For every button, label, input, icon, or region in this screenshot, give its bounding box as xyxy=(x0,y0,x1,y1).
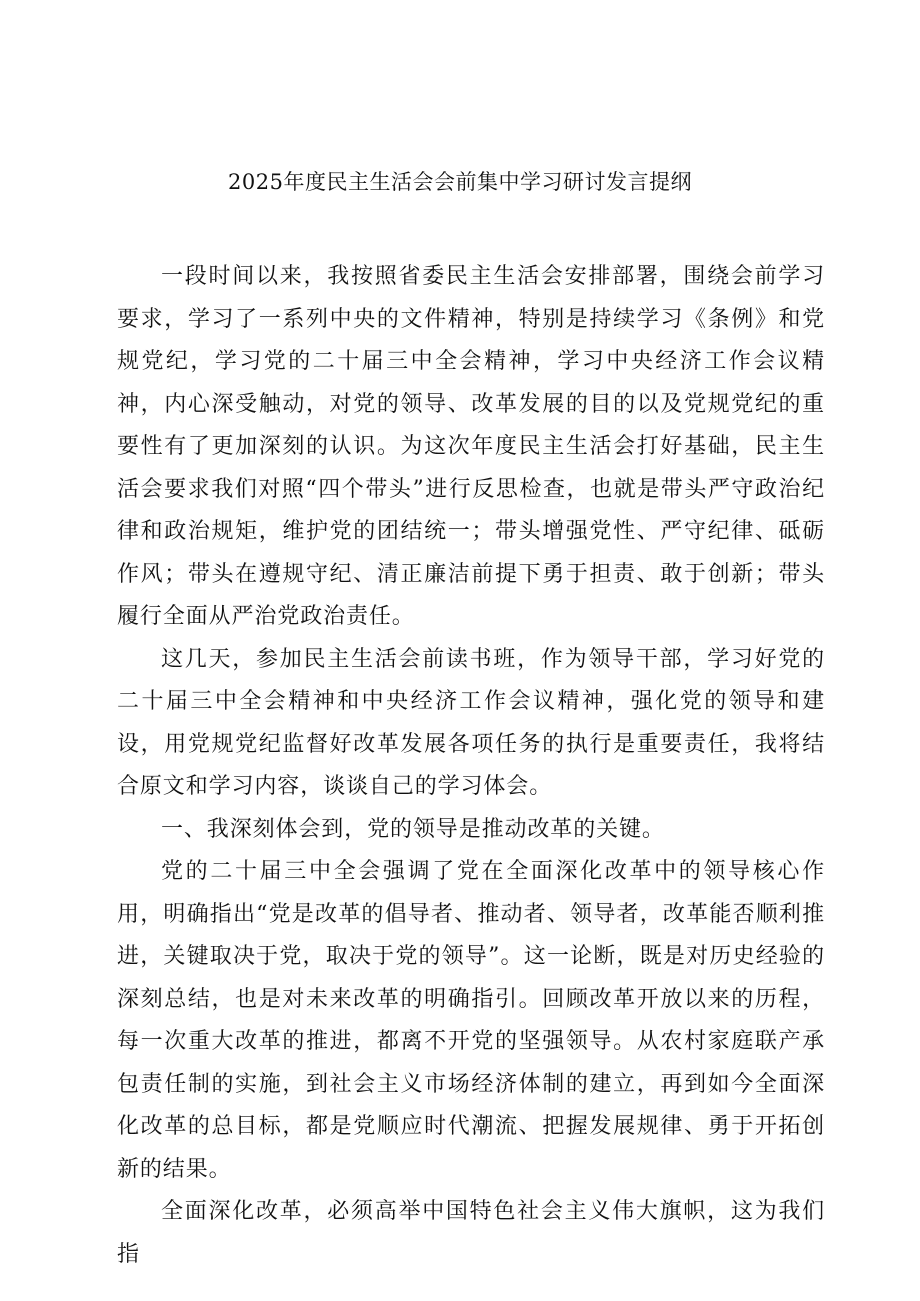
paragraph-intro: 一段时间以来，我按照省委民主生活会安排部署，围绕会前学习要求，学习了一系列中央的文件精神，特别是持续学习《条例》和党规党纪，学习党的二十届三中全会精神，学习中央经济工作会议精神，内心深受触动，对党的领导、改革发展的目的以及党规党纪的重要性有了更加深刻的认识。为这次年度民主生活会打好基础，民主生活会要求我们对照“四个带头”进行反思检查，也就是带头严守政治纪律和政治规矩，维护党的团结统一；带头增强党性、严守纪律、砥砺作风；带头在遵规守纪、清正廉洁前提下勇于担责、敢于创新；带头履行全面从严治党政治责任。 xyxy=(117,264,825,629)
paragraph-reading-class: 这几天，参加民主生活会前读书班，作为领导干部，学习好党的二十届三中全会精神和中央经济工作会议精神，强化党的领导和建设，用党规党纪监督好改革发展各项任务的执行是重要责任，我将结合原文和学习内容，谈谈自己的学习体会。 xyxy=(117,646,825,799)
document-title: 2025年度民主生活会会前集中学习研讨发言提纲 xyxy=(228,170,692,194)
paragraph-deepen-reform: 全面深化改革，必须高举中国特色社会主义伟大旗帜，这为我们指 xyxy=(117,1199,825,1267)
document-body xyxy=(117,256,825,1276)
section-heading-1: 一、我深刻体会到，党的领导是推动改革的关键。 xyxy=(161,816,665,842)
paragraph-party-leadership: 党的二十届三中全会强调了党在全面深化改革中的领导核心作用，明确指出“党是改革的倡导者、推动者、领导者，改革能否顺利推进，关键取决于党，取决于党的领导”。这一论断，既是对历史经验的深刻总结，也是对未来改革的明确指引。回顾改革开放以来的历程，每一次重大改革的推进，都离不开党的坚强领导。从农村家庭联产承包责任制的实施，到社会主义市场经济体制的建立，再到如今全面深化改革的总目标，都是党顺应时代潮流、把握发展规律、勇于开拓创新的结果。 xyxy=(117,859,825,1182)
